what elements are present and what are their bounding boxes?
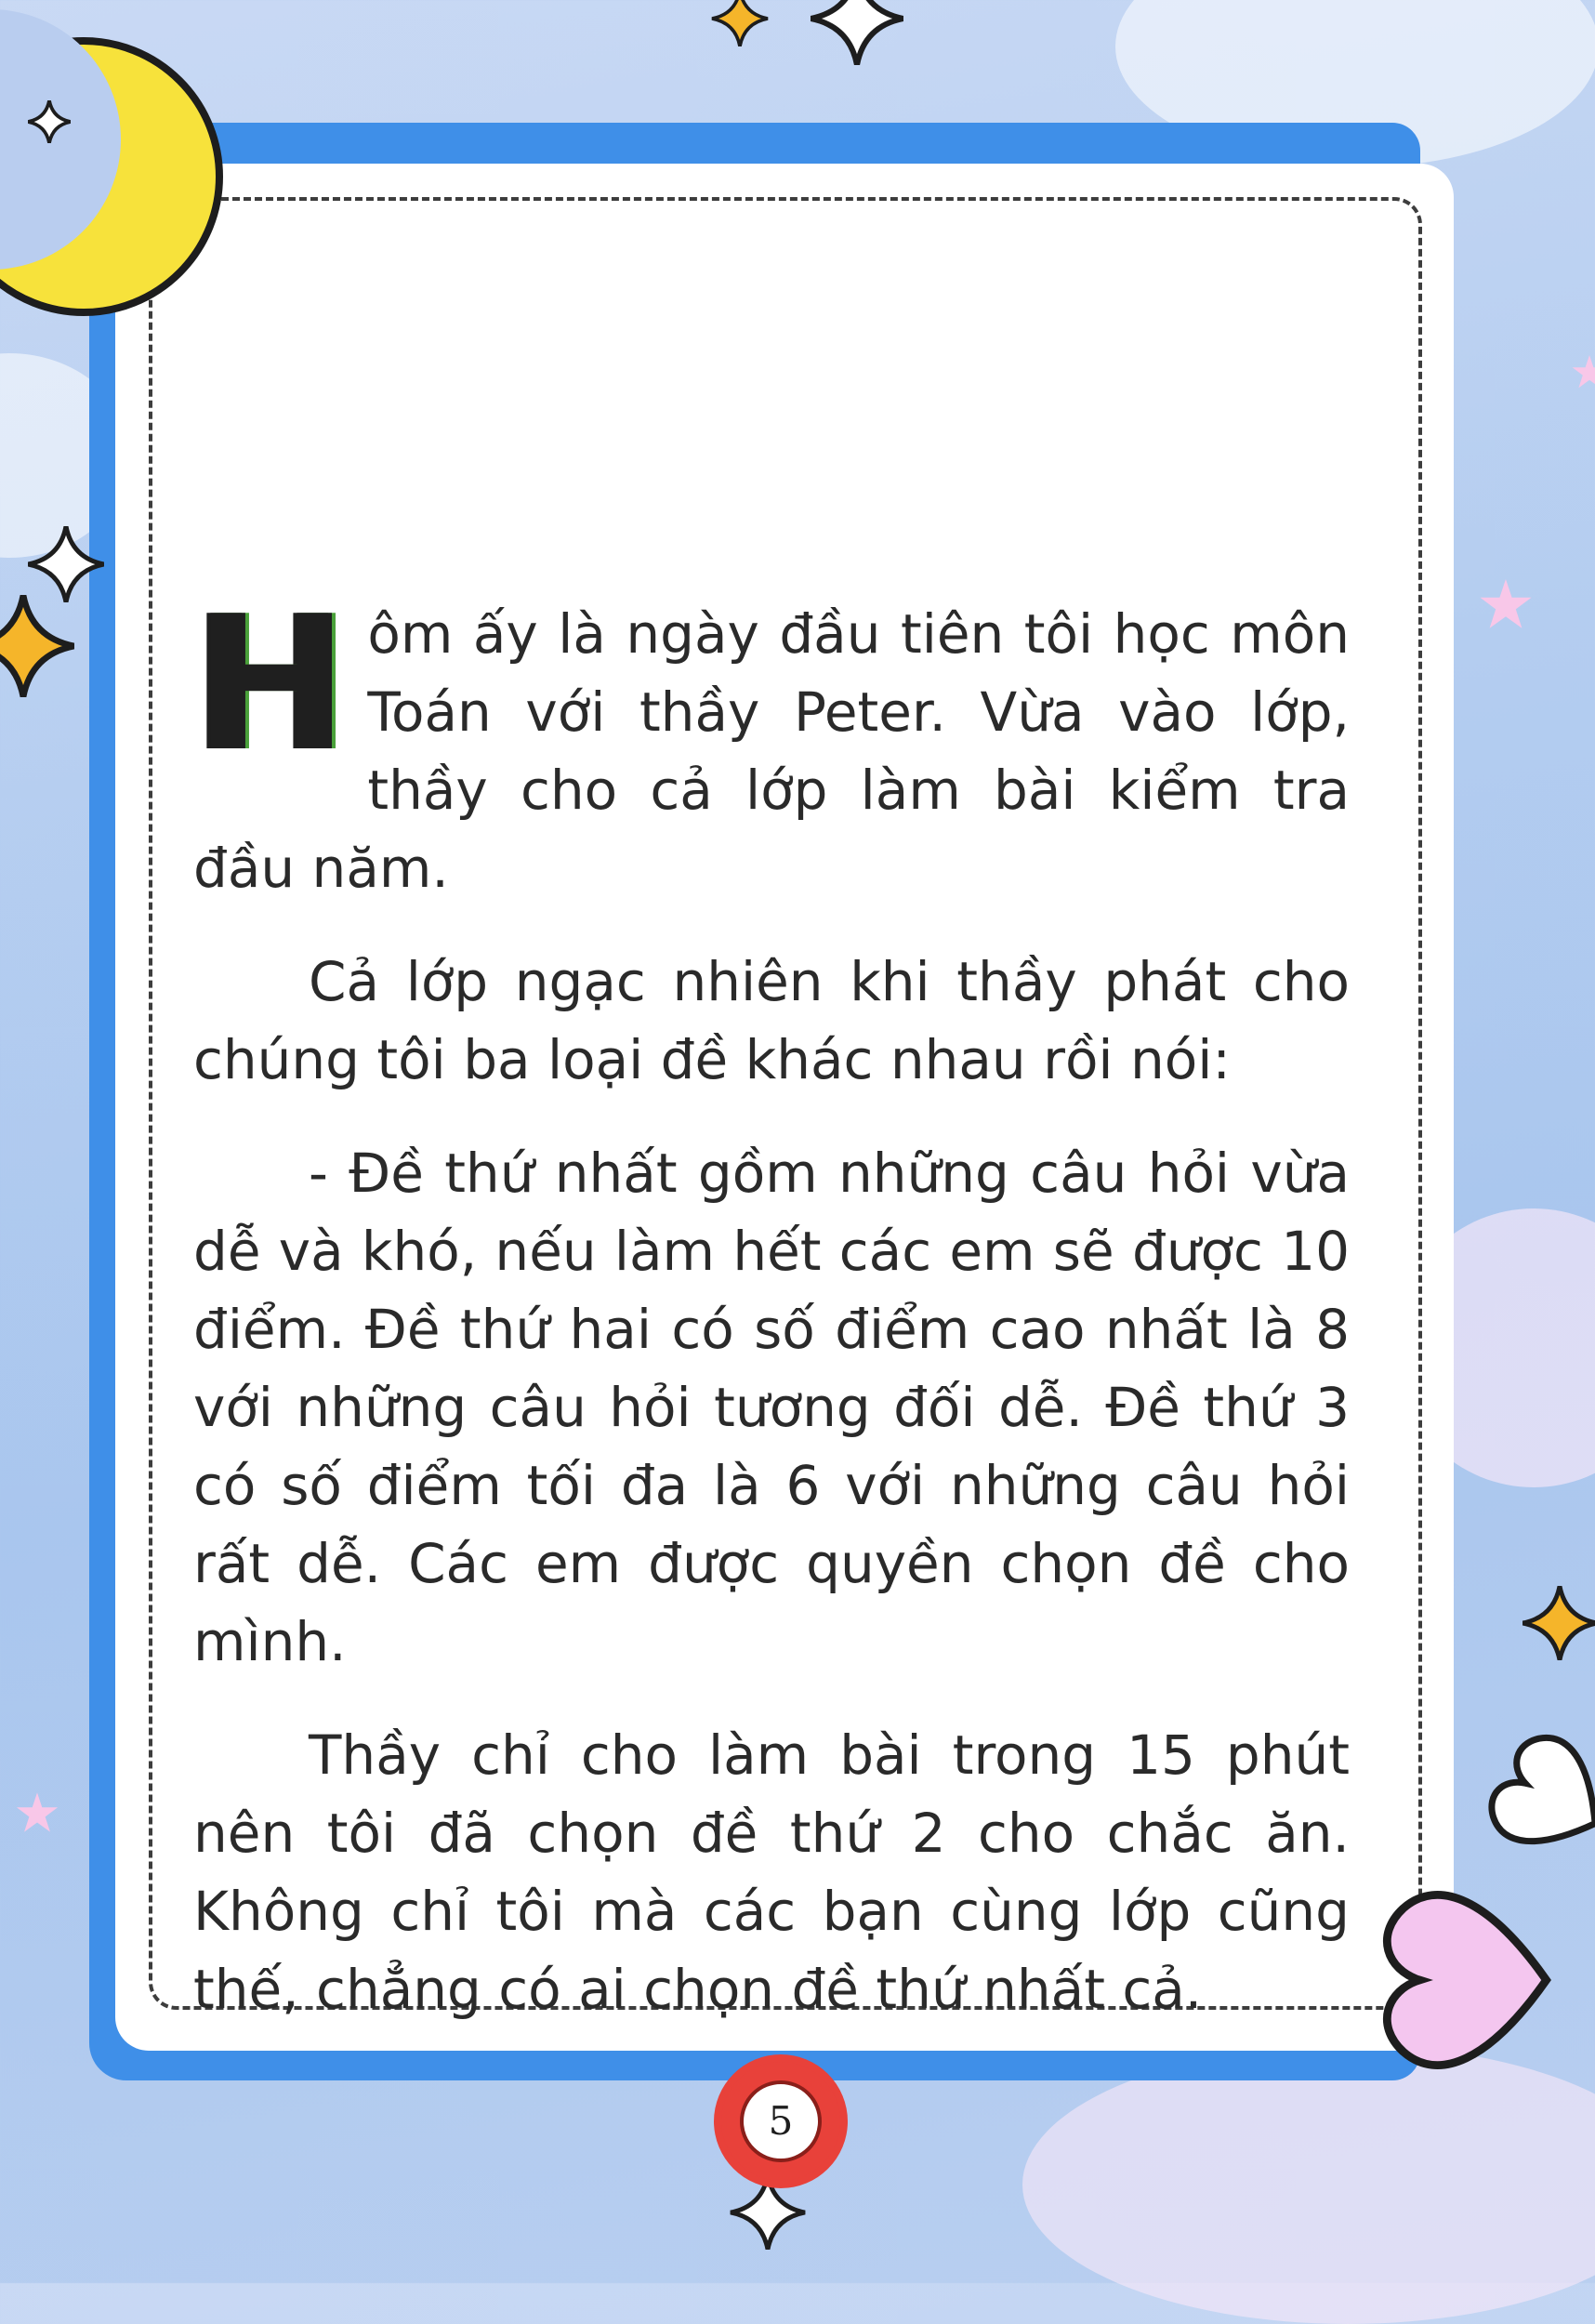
star-icon <box>703 0 777 46</box>
paragraph-text: ôm ấy là ngày đầu tiên tôi học môn Toán với thầy Peter. Vừa vào lớp, thầy cho cả lớp làm bài kiểm tra đầu năm. <box>193 602 1350 900</box>
star-icon <box>811 0 903 65</box>
heart-icon <box>1366 1868 1571 2092</box>
story-paragraph: Thầy chỉ cho làm bài trong 15 phút nên tôi đã chọn đề thứ 2 cho chắc ăn. Không chỉ tôi mà các bạn cùng lớp cũng thế, chẳng có ai chọn đề thứ nhất cả. <box>193 1723 1350 2021</box>
story-paragraph: Cả lớp ngạc nhiên khi thầy phát cho chúng tôi ba loại đề khác nhau rồi nói: <box>193 950 1350 1091</box>
star-icon <box>28 100 71 143</box>
star-icon <box>1478 576 1534 632</box>
drop-cap: H <box>193 576 349 793</box>
star-icon <box>1522 1586 1595 1660</box>
page-number: 5 <box>740 2080 822 2162</box>
star-icon <box>28 526 104 602</box>
star-icon <box>15 1790 59 1835</box>
story-paragraph <box>193 576 1350 907</box>
star-icon <box>721 2175 814 2250</box>
story-text <box>193 576 1350 2064</box>
story-paragraph: - Đề thứ nhất gồm những câu hỏi vừa dễ và khó, nếu làm hết các em sẽ được 10 điểm. Đề thứ hai có số điểm cao nhất là 8 với những câu hỏi tương đối dễ. Đề thứ 3 có số điểm tối đa là 6 với những câu hỏi rất dễ. Các em được quyền chọn đề cho mình. <box>193 1142 1350 1673</box>
page-number-badge <box>721 2062 840 2181</box>
heart-icon <box>1487 1729 1595 1868</box>
star-icon <box>0 595 74 697</box>
star-icon <box>1571 353 1595 390</box>
